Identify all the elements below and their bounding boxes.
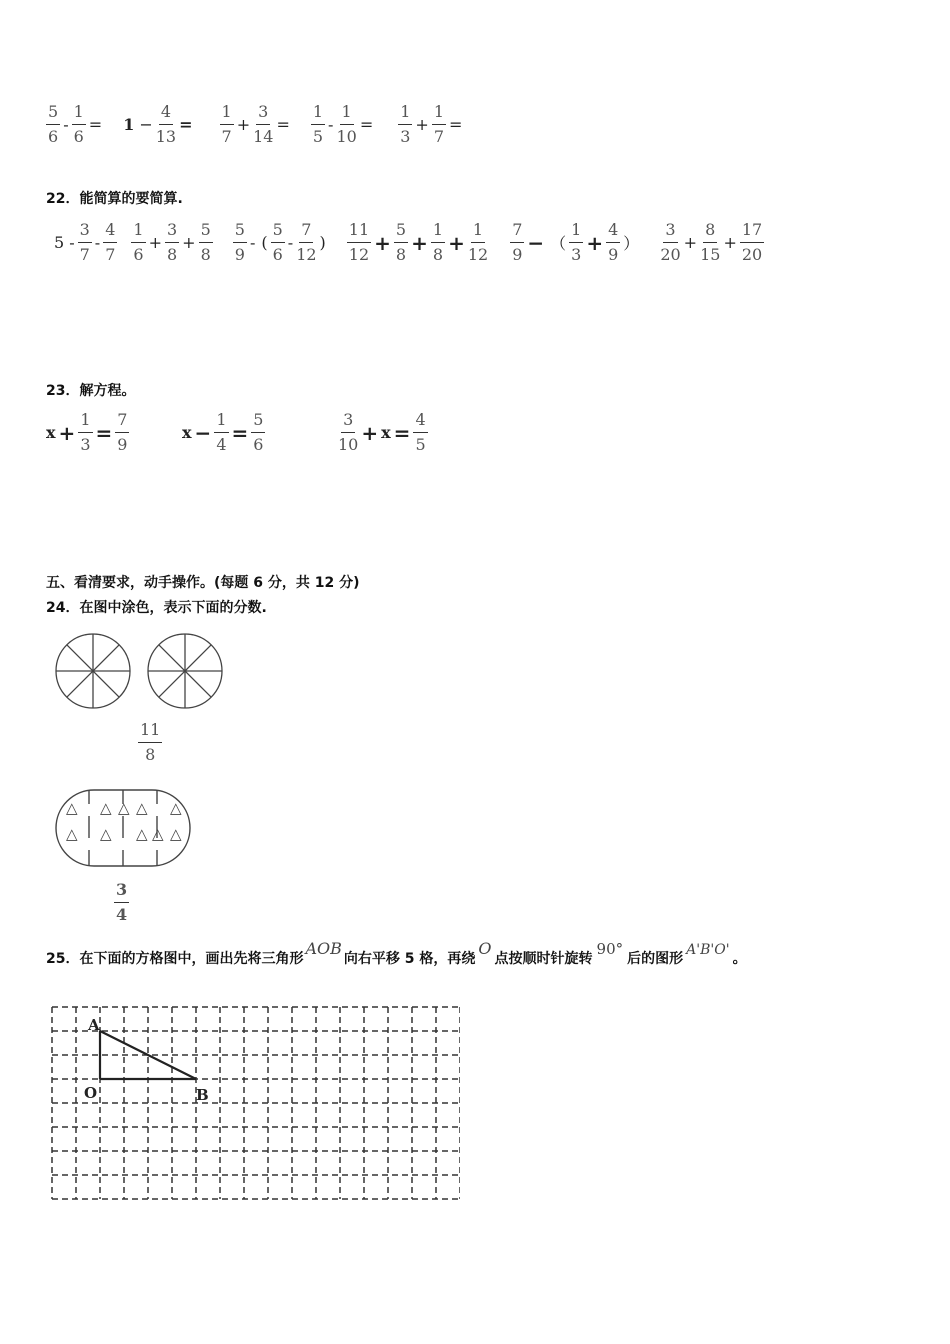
fraction: $\frac{3}{14}$ [253,102,274,146]
fraction: $\frac{4}{13}$ [155,102,177,146]
fraction: 1 5 [312,102,324,146]
q22-expr-5: 7 9 − （ 1 3 + $\frac{4}{9}$ ） [512,220,640,264]
triangle-icon: △ [118,799,130,817]
expr-2: 1 − $\frac{4}{13}$ = [123,102,193,146]
triangle-icon: △ [100,799,112,817]
circle-diagrams [50,632,230,712]
q22-expr-4: 11 12 + $\frac{5}{8}$ + $\frac{1}{8}$ + $\frac{1}{12}$ [348,220,489,264]
equation-1: x + $\frac{1}{3}$ = $\frac{7}{9}$ [46,410,128,454]
question-25-title: 25．在下面的方格图中，画出先将三角形 AOB 向右平移 5 格，再绕 O 点按顺时针旋转 90° 后的图形 A'B'O' 。 [46,939,747,967]
question-22-expressions [54,222,764,263]
fraction-3-4: $\frac{3}{4}$ [116,880,128,924]
expr-5: 1 3 + $\frac{1}{7}$ = [400,102,463,146]
triangle-icon: △ [170,825,182,843]
fraction: $\frac{1}{10}$ [336,102,357,146]
equation-2: x − $\frac{1}{4}$ = $\frac{5}{6}$ [182,410,264,454]
grid-lines [52,1007,460,1199]
triangle-icon: △ [136,825,148,843]
question-24-title: 24．在图中涂色，表示下面的分数. [46,600,267,616]
q22-expr-1: 5 - 3 7 - 4 7 [54,220,116,264]
question-23-title: 23．解方程。 [46,383,136,399]
equation-3: 3 10 + x = $\frac{4}{5}$ [338,410,426,454]
fraction: $\frac{1}{7}$ [433,102,444,146]
question-22-title: 22．能简算的要简算. [46,191,183,207]
fraction: $\frac{1}{6}$ [73,102,84,146]
q22-expr-3: 5 9 - ( 5 6 - 7 12 ) [234,220,326,264]
section-5-title: 五、看清要求，动手操作。(每题 6 分，共 12 分) [46,575,360,591]
label-a: A [88,1016,100,1034]
expr-3: 1 7 + $\frac{3}{14}$ = [221,102,290,146]
fraction: 1 7 [221,102,232,146]
triangle-icon: △ [100,825,112,843]
q22-expr-2: 1 6 + $\frac{3}{8}$ + $\frac{5}{8}$ [133,220,211,264]
square-grid [48,1004,460,1200]
fraction-11-8: $\frac{11}{8}$ [140,720,161,764]
triangle-icon: △ [136,799,148,817]
expr-1: 5 6 - $\frac{1}{6}$ = [48,102,103,146]
label-b: B [196,1086,209,1104]
q22-expr-6: 3 20 + $\frac{8}{15}$ + $\frac{17}{20}$ [660,220,763,264]
triangle-icon: △ [152,825,164,843]
triangle-icon: △ [170,799,182,817]
fraction: 1 3 [400,102,411,146]
label-o: O [84,1084,98,1102]
fraction: 5 6 [48,102,59,146]
expr-4: 1 5 - $\frac{1}{10}$ = [312,102,374,146]
circle-2 [148,634,222,708]
triangle-icon: △ [66,799,78,817]
circle-1 [56,634,130,708]
row-21-expressions [46,104,465,145]
triangle-icon: △ [66,825,78,843]
